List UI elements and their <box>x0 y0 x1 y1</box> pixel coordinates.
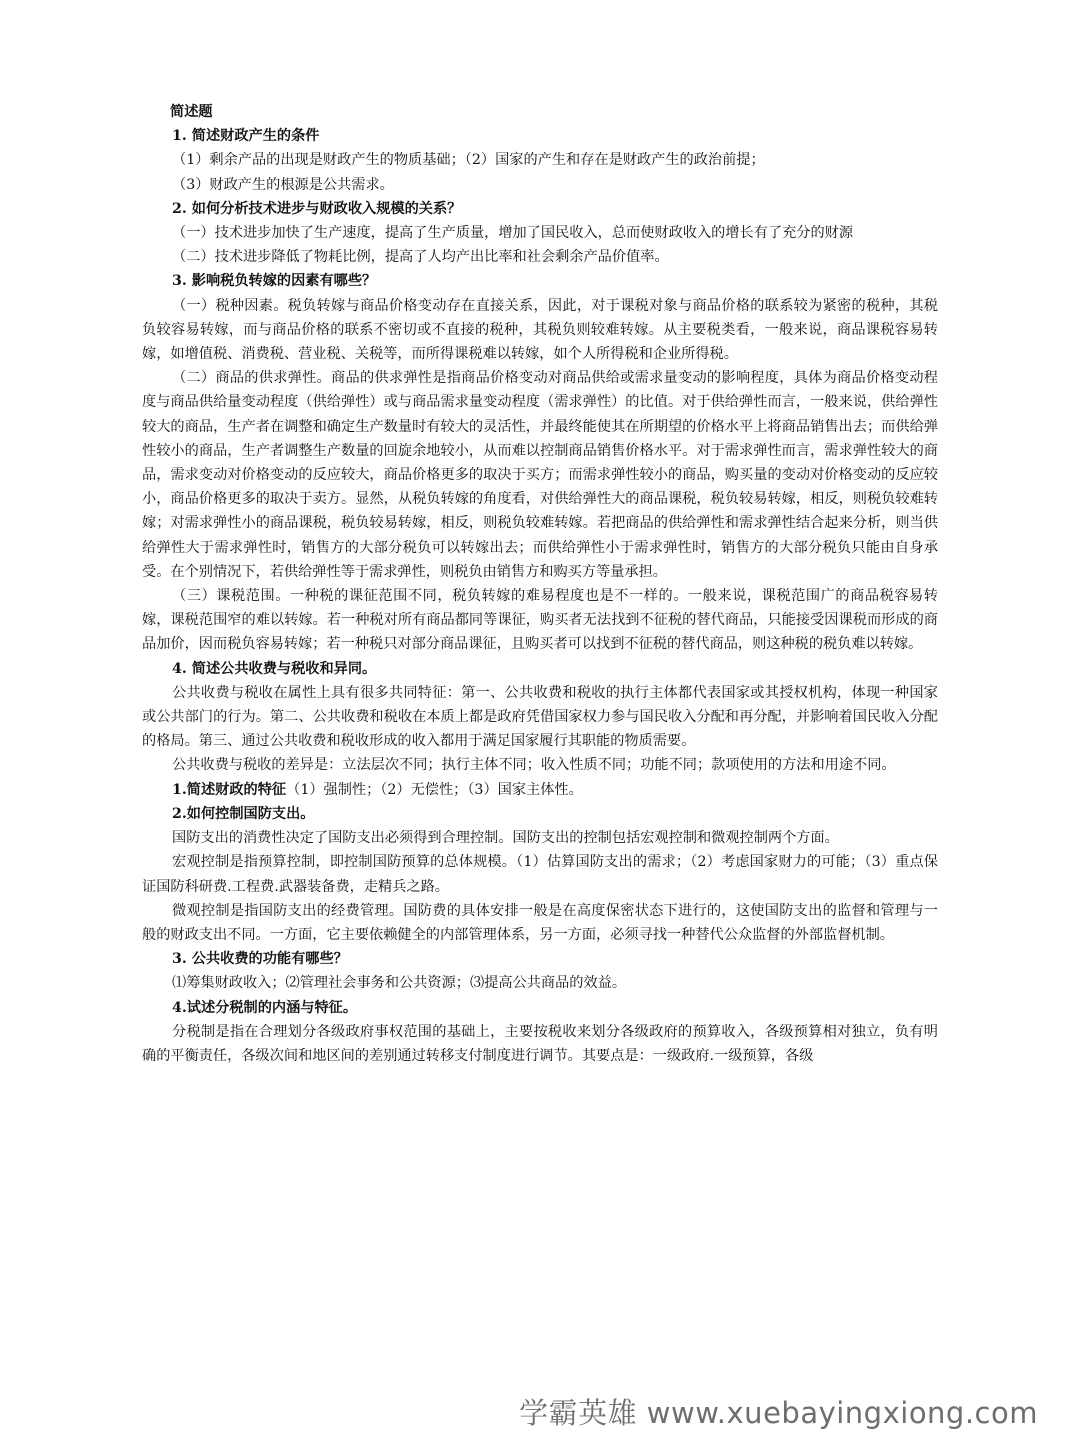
q7-heading: 3. 公共收费的功能有哪些？ <box>172 951 348 968</box>
q2-heading: 2. 如何分析技术进步与财政收入规模的关系？ <box>172 200 462 217</box>
site-watermark: 学霸英雄 www.xuebayingxiong.com <box>519 1396 1038 1430</box>
q7-answer: ⑴筹集财政收入；⑵管理社会事务和公共资源；⑶提高公共商品的效益。 <box>172 975 627 992</box>
q6-paragraph-2: 宏观控制是指预算控制，即控制国防预算的总体规模。（1）估算国防支出的需求；（2）考虑国家财力的可能；（3）重点保证国防科研费.工程费.武器装备费，走精兵之路。 <box>142 854 938 895</box>
q3-paragraph-3: （三）课税范围。一种税的课征范围不同，税负转嫁的难易程度也是不一样的。一般来说，课税范围广的商品税容易转嫁，课税范围窄的难以转嫁。若一种税对所有商品都同等课征，购买者无法找到不征税的替代商品，只能接受因课税而形成的商品加价，因而税负容易转嫁；若一种税只对部分商品课征，且购买者可以找到不征税的替代商品，则这种税的税负难以转嫁。 <box>142 588 938 653</box>
q1-line-1: （1）剩余产品的出现是财政产生的物质基础；（2）国家的产生和存在是财政产生的政治前提； <box>172 152 765 169</box>
q1-heading: 1. 简述财政产生的条件 <box>172 128 320 145</box>
q6-paragraph-3: 微观控制是指国防支出的经费管理。国防费的具体安排一般是在高度保密状态下进行的，这使国防支出的监督和管理与一般的财政支出不同。一方面，它主要依赖健全的内部管理体系，另一方面，必须寻找一种替代公众监督的外部监督机制。 <box>142 902 938 943</box>
q5-heading: 1.简述财政的特征 <box>172 781 287 798</box>
q3-heading: 3. 影响税负转嫁的因素有哪些？ <box>172 273 377 290</box>
q2-line-1: （一）技术进步加快了生产速度，提高了生产质量，增加了国民收入，总而使财政收入的增长有了充分的财源 <box>172 225 854 242</box>
q8-heading: 4.试述分税制的内涵与特征。 <box>172 999 358 1016</box>
section-title: 简述题 <box>170 104 213 120</box>
q5-line <box>142 778 938 802</box>
q5-answer: （1）强制性；（2）无偿性；（3）国家主体性。 <box>286 781 583 798</box>
q6-paragraph-1: 国防支出的消费性决定了国防支出必须得到合理控制。国防支出的控制包括宏观控制和微观控制两个方面。 <box>172 830 839 847</box>
q1-line-2: （3）财政产生的根源是公共需求。 <box>172 176 394 193</box>
document-body <box>142 100 938 1068</box>
q6-heading: 2.如何控制国防支出。 <box>172 805 315 822</box>
q3-paragraph-1: （一）税种因素。税负转嫁与商品价格变动存在直接关系，因此，对于课税对象与商品价格的联系较为紧密的税种，其税负较容易转嫁，而与商品价格的联系不密切或不直接的税种，其税负则较难转嫁。从主要税类看，一般来说，商品课税容易转嫁，如增值税、消费税、营业税、关税等，而所得课税难以转嫁，如个人所得税和企业所得税。 <box>142 297 938 363</box>
q4-heading: 4. 简述公共收费与税收和异同。 <box>172 660 377 677</box>
q4-paragraph-2: 公共收费与税收的差异是：立法层次不同；执行主体不同；收入性质不同；功能不同；款项使用的方法和用途不同。 <box>172 757 896 774</box>
q8-paragraph: 分税制是指在合理划分各级政府事权范围的基础上，主要按税收来划分各级政府的预算收入，各级预算相对独立，负有明确的平衡责任，各级次间和地区间的差别通过转移支付制度进行调节。其要点是：一级政府.一级预算，各级 <box>142 1023 938 1064</box>
q2-line-2: （二）技术进步降低了物耗比例，提高了人均产出比率和社会剩余产品价值率。 <box>172 249 669 266</box>
q3-paragraph-2: （二）商品的供求弹性。商品的供求弹性是指商品价格变动对商品供给或需求量变动的影响程度，具体为商品价格变动程度与商品供给量变动程度（供给弹性）或与商品需求量变动程度（需求弹性）的比值。对于供给弹性而言，一般来说，供给弹性较大的商品，生产者在调整和确定生产数量时有较大的灵活性，并最终能使其在所期望的价格水平上将商品销售出去；而供给弹性较小的商品，生产者调整生产数量的回旋余地较小，从而难以控制商品销售价格水平。对于需求弹性而言，需求弹性较大的商品，需求变动对价格变动的反应较大，商品价格更多的取决于买方；而需求弹性较小的商品，购买量的变动对价格变动的反应较小，商品价格更多的取决于卖方。显然，从税负转嫁的角度看，对供给弹性大的商品课税，税负较易转嫁，相反，则税负较难转嫁；对需求弹性小的商品课税，税负较易转嫁，相反，则税负较难转嫁。若把商品的供给弹性和需求弹性结合起来分析，则当供给弹性大于需求弹性时，销售方的大部分税负可以转嫁出去；而供给弹性小于需求弹性时，销售方的大部分税负只能由自身承受。在个别情况下，若供给弹性等于需求弹性，则税负由销售方和购买方等量承担。 <box>142 370 938 580</box>
q4-paragraph-1: 公共收费与税收在属性上具有很多共同特征：第一、公共收费和税收的执行主体都代表国家或其授权机构，体现一种国家或公共部门的行为。第二、公共收费和税收在本质上都是政府凭借国家权力参与国民收入分配和再分配，并影响着国民收入分配的格局。第三、通过公共收费和税收形成的收入都用于满足国家履行其职能的物质需要。 <box>142 684 938 750</box>
